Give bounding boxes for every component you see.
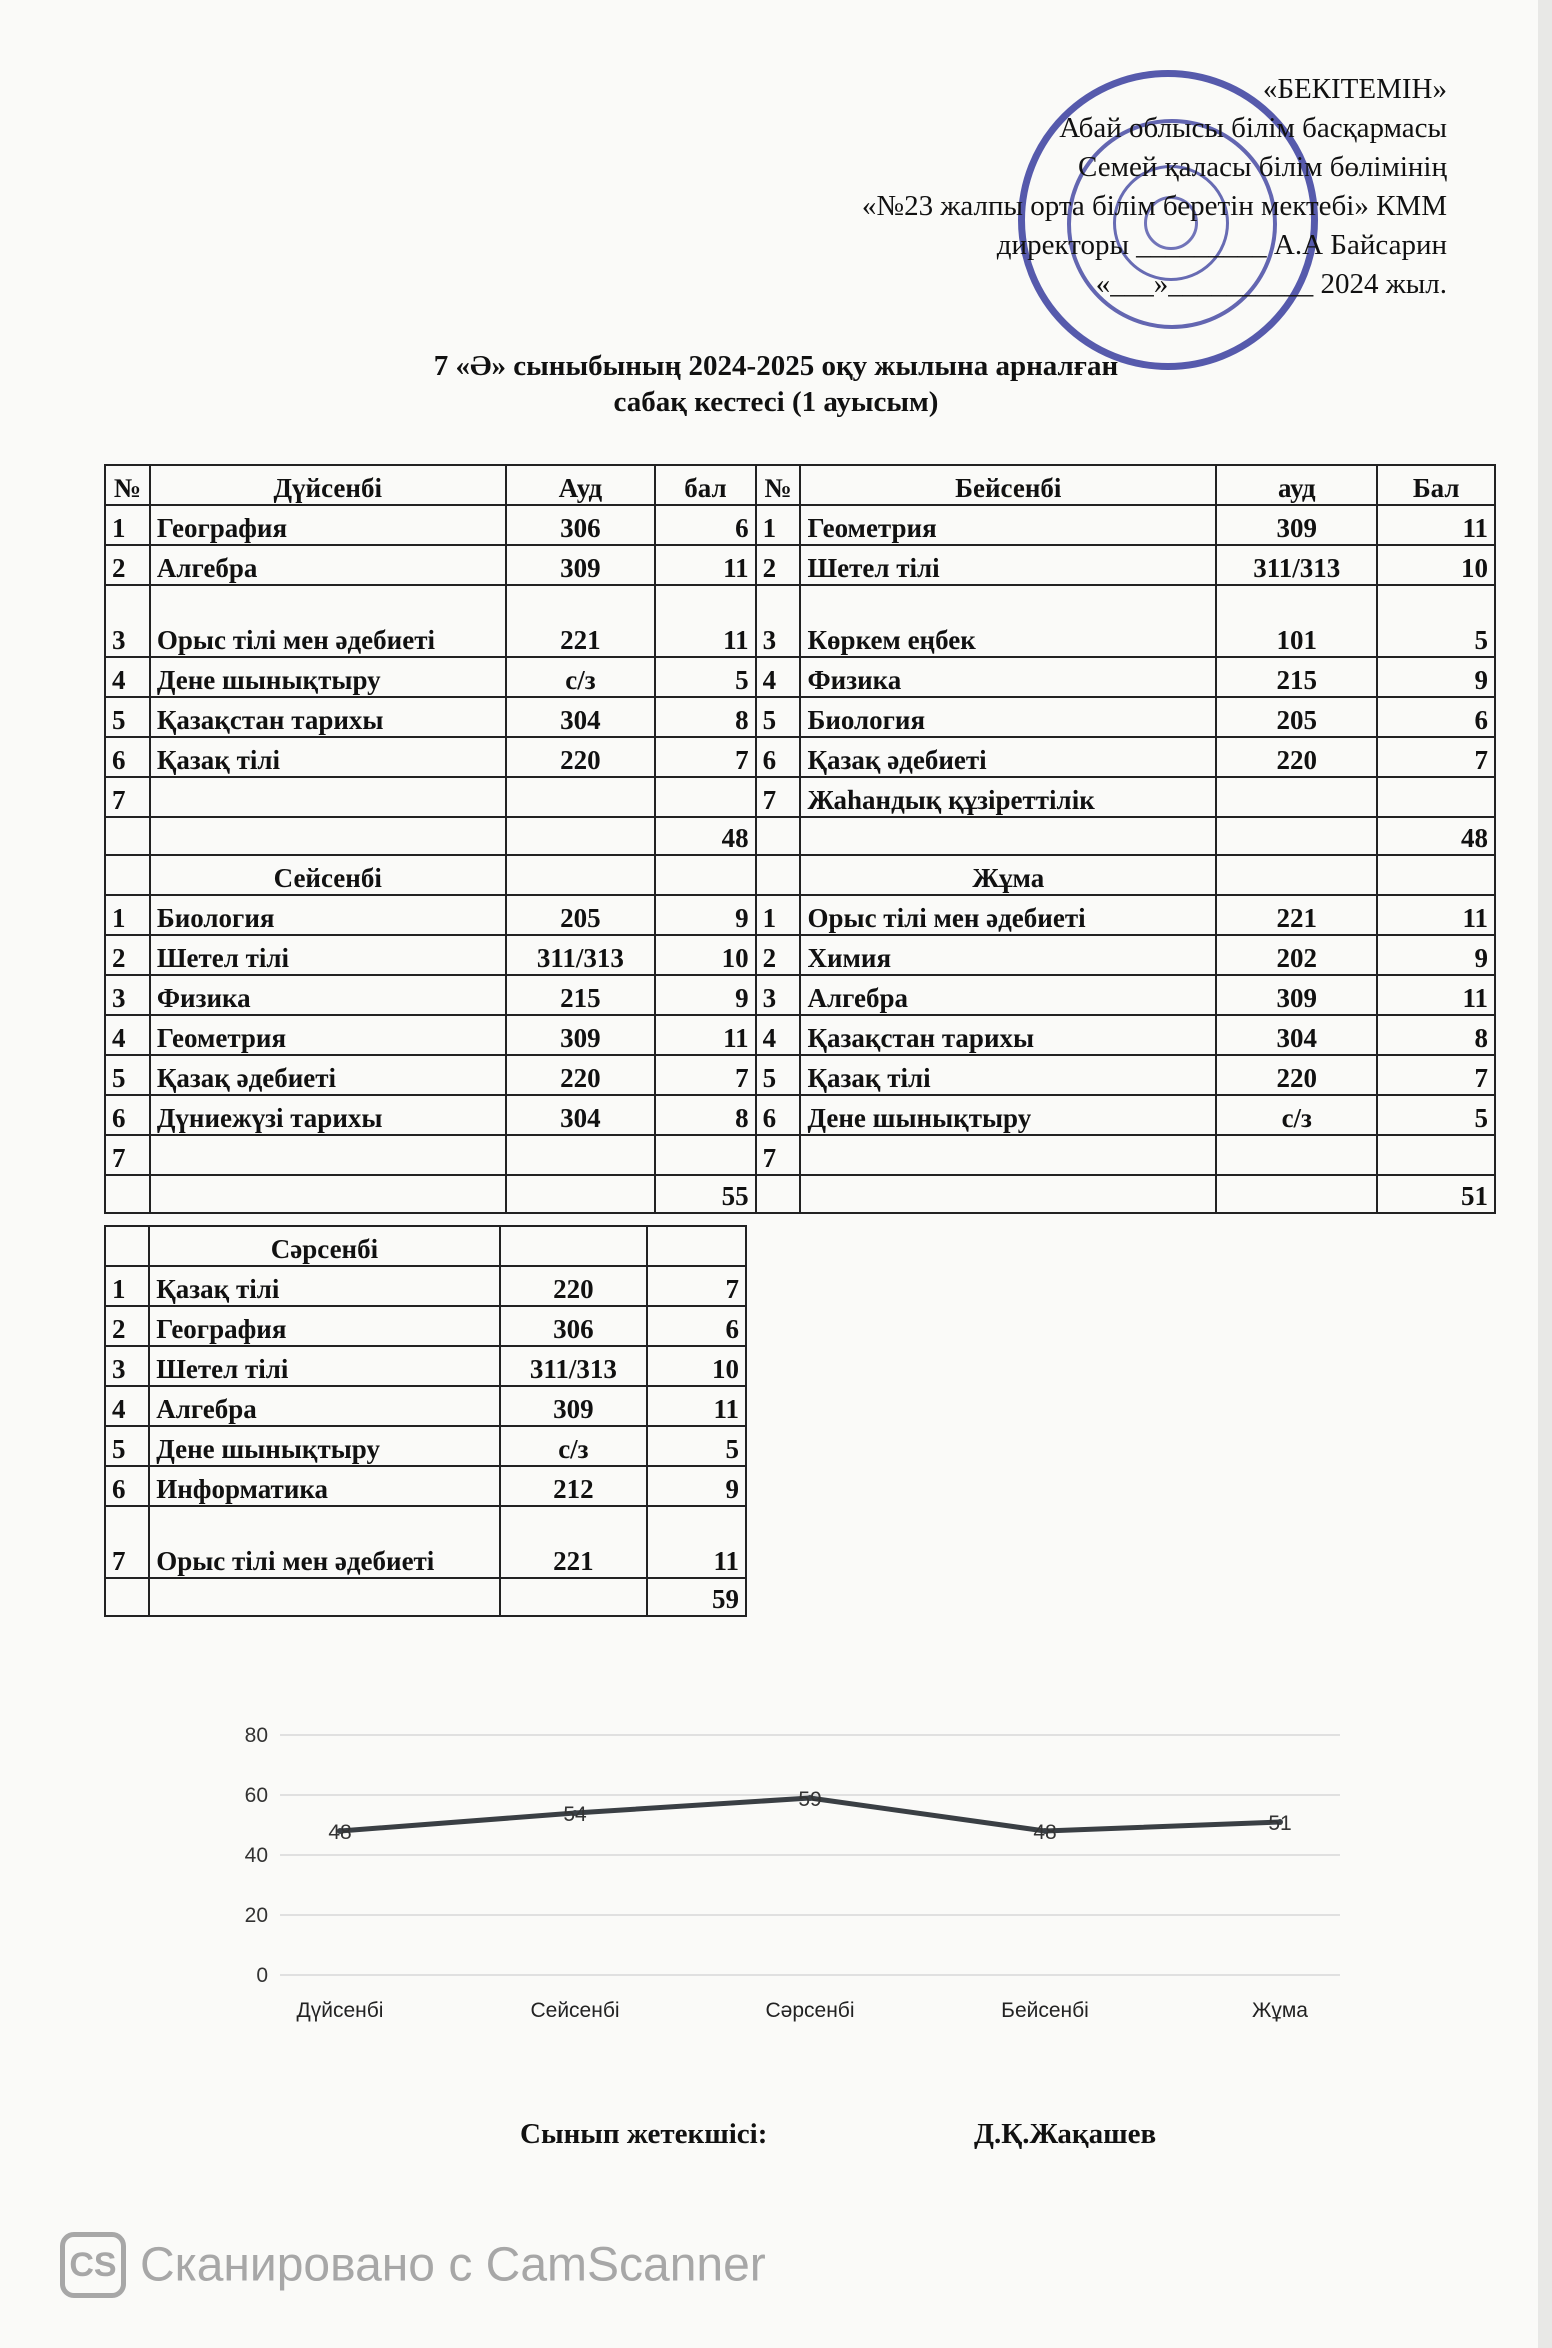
subject-name: География <box>149 1306 499 1346</box>
lesson-points: 5 <box>647 1426 746 1466</box>
subject-name: Биология <box>150 895 506 935</box>
room-number: с/з <box>506 657 656 697</box>
lesson-points: 8 <box>1377 1015 1495 1055</box>
subject-name: Химия <box>800 935 1216 975</box>
y-tick-label: 60 <box>244 1784 268 1807</box>
header-day-thursday: Бейсенбі <box>800 465 1216 505</box>
camscanner-text: Сканировано с CamScanner <box>140 2238 766 2292</box>
header-room: Ауд <box>506 465 656 505</box>
room-number: 220 <box>1216 737 1377 777</box>
lesson-points: 9 <box>647 1466 746 1506</box>
day-title: Сейсенбі <box>150 855 506 895</box>
total-points: 48 <box>1377 817 1495 855</box>
header-number: № <box>756 465 801 505</box>
table-header-row <box>105 465 1495 505</box>
subject-name: Қазақ тілі <box>149 1266 499 1306</box>
subject-name: Физика <box>150 975 506 1015</box>
empty-cell <box>1216 855 1377 895</box>
table-row <box>105 1346 746 1386</box>
lesson-points: 5 <box>1377 585 1495 657</box>
room-number: с/з <box>1216 1095 1377 1135</box>
empty-cell <box>150 817 506 855</box>
x-tick-label: Сейсенбі <box>530 1999 620 2022</box>
lesson-number: 4 <box>105 1386 149 1426</box>
empty-cell <box>1216 1175 1377 1213</box>
room-number: 309 <box>500 1386 647 1426</box>
empty-cell <box>500 1578 647 1616</box>
signature-label: Сынып жетекшісі: <box>520 2118 768 2150</box>
approval-line: Семей қаласы білім бөлімінің <box>1078 151 1447 183</box>
empty-cell <box>105 1175 150 1213</box>
y-tick-label: 40 <box>244 1844 268 1867</box>
empty-cell <box>1216 817 1377 855</box>
total-points: 51 <box>1377 1175 1495 1213</box>
subject-name: Қазақстан тарихы <box>800 1015 1216 1055</box>
approval-line: «№23 жалпы орта білім беретін мектебі» КММ <box>861 190 1447 222</box>
room-number: 306 <box>500 1306 647 1346</box>
table-row <box>105 1015 1495 1055</box>
empty-cell <box>105 817 150 855</box>
approval-line: «БЕКІТЕМІН» <box>1262 73 1447 105</box>
header-number: № <box>105 465 150 505</box>
lesson-points: 8 <box>655 1095 755 1135</box>
room-number: 220 <box>500 1266 647 1306</box>
lesson-number: 3 <box>756 585 801 657</box>
lesson-number: 1 <box>105 505 150 545</box>
subject-name: Жаһандық құзіреттілік <box>800 777 1216 817</box>
room-number: 215 <box>1216 657 1377 697</box>
approval-line: «___»__________ 2024 жыл. <box>1095 268 1447 300</box>
room-number <box>506 777 656 817</box>
lesson-number: 5 <box>756 1055 801 1095</box>
room-number: 304 <box>506 697 656 737</box>
lesson-points: 11 <box>1377 975 1495 1015</box>
subject-name: Орыс тілі мен әдебиеті <box>149 1506 499 1578</box>
table-row <box>105 545 1495 585</box>
lesson-points: 11 <box>647 1386 746 1426</box>
lesson-number: 5 <box>105 1426 149 1466</box>
lesson-points: 7 <box>655 1055 755 1095</box>
room-number: 304 <box>1216 1015 1377 1055</box>
room-number: 220 <box>506 1055 656 1095</box>
room-number: 306 <box>506 505 656 545</box>
empty-cell <box>756 855 801 895</box>
lesson-number: 6 <box>105 1466 149 1506</box>
data-label: 54 <box>563 1803 587 1826</box>
empty-cell <box>506 817 656 855</box>
table-row <box>105 585 1495 657</box>
x-tick-label: Дүйсенбі <box>296 1999 384 2022</box>
subject-name: Қазақстан тарихы <box>150 697 506 737</box>
approval-line: Абай облысы білім басқармасы <box>1059 112 1447 144</box>
room-number: 202 <box>1216 935 1377 975</box>
subject-name: Көркем еңбек <box>800 585 1216 657</box>
lesson-points: 8 <box>655 697 755 737</box>
day-title: Жұма <box>800 855 1216 895</box>
lesson-points <box>1377 1135 1495 1175</box>
room-number: 221 <box>506 585 656 657</box>
lesson-number: 7 <box>105 1506 149 1578</box>
table-row <box>105 777 1495 817</box>
lesson-number: 5 <box>105 697 150 737</box>
lesson-number: 5 <box>756 697 801 737</box>
subject-name: Дене шынықтыру <box>150 657 506 697</box>
lesson-number: 2 <box>105 545 150 585</box>
table-row <box>105 697 1495 737</box>
lesson-points: 7 <box>1377 1055 1495 1095</box>
lesson-number: 2 <box>756 545 801 585</box>
room-number: 220 <box>506 737 656 777</box>
lesson-points: 11 <box>1377 505 1495 545</box>
table-row <box>105 1426 746 1466</box>
day-header-row <box>105 1226 746 1266</box>
subject-name: Геометрия <box>150 1015 506 1055</box>
y-tick-label: 20 <box>244 1904 268 1927</box>
lesson-points: 5 <box>1377 1095 1495 1135</box>
day-header-row <box>105 855 1495 895</box>
empty-cell <box>506 1175 656 1213</box>
subject-name: Биология <box>800 697 1216 737</box>
total-row <box>105 1175 1495 1213</box>
subject-name: Қазақ әдебиеті <box>150 1055 506 1095</box>
table-row <box>105 1266 746 1306</box>
subject-name: Алгебра <box>800 975 1216 1015</box>
room-number <box>1216 777 1377 817</box>
header-day-monday: Дүйсенбі <box>150 465 506 505</box>
lesson-number: 2 <box>756 935 801 975</box>
lesson-number: 4 <box>756 1015 801 1055</box>
approval-block <box>862 70 1447 304</box>
table-row <box>105 1386 746 1426</box>
subject-name: Дене шынықтыру <box>800 1095 1216 1135</box>
lesson-points: 11 <box>655 585 755 657</box>
room-number: 215 <box>506 975 656 1015</box>
lesson-points: 11 <box>655 545 755 585</box>
room-number <box>506 1135 656 1175</box>
total-row <box>105 1578 746 1616</box>
empty-cell <box>506 855 656 895</box>
subject-name <box>150 1135 506 1175</box>
subject-name: Геометрия <box>800 505 1216 545</box>
lesson-points: 9 <box>1377 657 1495 697</box>
empty-cell <box>105 855 150 895</box>
total-points: 48 <box>655 817 755 855</box>
lesson-points: 9 <box>655 895 755 935</box>
lesson-number: 1 <box>756 505 801 545</box>
y-tick-label: 80 <box>244 1724 268 1747</box>
lesson-number: 7 <box>105 777 150 817</box>
lesson-points: 10 <box>655 935 755 975</box>
data-label: 48 <box>328 1821 352 1844</box>
table-row <box>105 1135 1495 1175</box>
lesson-points: 11 <box>655 1015 755 1055</box>
lesson-number: 6 <box>756 1095 801 1135</box>
room-number: 220 <box>1216 1055 1377 1095</box>
subject-name: Шетел тілі <box>149 1346 499 1386</box>
table-row <box>105 895 1495 935</box>
table-row <box>105 657 1495 697</box>
lesson-points: 10 <box>647 1346 746 1386</box>
lesson-points <box>655 777 755 817</box>
schedule-table <box>104 464 1496 1214</box>
lesson-number: 1 <box>756 895 801 935</box>
room-number: 311/313 <box>1216 545 1377 585</box>
subject-name: Шетел тілі <box>150 935 506 975</box>
lesson-number: 2 <box>105 1306 149 1346</box>
lesson-number: 5 <box>105 1055 150 1095</box>
lesson-points: 7 <box>647 1266 746 1306</box>
room-number: 221 <box>1216 895 1377 935</box>
empty-cell <box>756 817 801 855</box>
document-subtitle: сабақ кестесі (1 ауысым) <box>613 386 939 418</box>
room-number: 205 <box>1216 697 1377 737</box>
total-points: 55 <box>655 1175 755 1213</box>
data-label: 48 <box>1033 1821 1057 1844</box>
lesson-points: 11 <box>647 1506 746 1578</box>
room-number: 309 <box>1216 505 1377 545</box>
header-points: бал <box>655 465 755 505</box>
table-row <box>105 1095 1495 1135</box>
total-points: 59 <box>647 1578 746 1616</box>
x-tick-label: Сәрсенбі <box>765 1999 855 2022</box>
y-tick-label: 0 <box>256 1964 268 1987</box>
room-number: 212 <box>500 1466 647 1506</box>
lesson-number: 4 <box>105 657 150 697</box>
lesson-points: 7 <box>655 737 755 777</box>
lesson-number: 4 <box>105 1015 150 1055</box>
lesson-points: 7 <box>1377 737 1495 777</box>
lesson-points: 6 <box>655 505 755 545</box>
header-room: ауд <box>1216 465 1377 505</box>
empty-cell <box>1377 855 1495 895</box>
lesson-number: 3 <box>756 975 801 1015</box>
camscanner-logo-icon: CS <box>60 2232 126 2298</box>
table-row <box>105 975 1495 1015</box>
room-number: 309 <box>1216 975 1377 1015</box>
subject-name: Шетел тілі <box>800 545 1216 585</box>
lesson-number: 2 <box>105 935 150 975</box>
data-label: 59 <box>798 1788 822 1811</box>
subject-name: Орыс тілі мен әдебиеті <box>150 585 506 657</box>
lesson-points: 11 <box>1377 895 1495 935</box>
table-row <box>105 1306 746 1346</box>
empty-cell <box>800 817 1216 855</box>
empty-cell <box>500 1226 647 1266</box>
empty-cell <box>756 1175 801 1213</box>
subject-name: Дене шынықтыру <box>149 1426 499 1466</box>
lesson-points <box>1377 777 1495 817</box>
room-number: 304 <box>506 1095 656 1135</box>
lesson-number: 1 <box>105 895 150 935</box>
lesson-points: 6 <box>647 1306 746 1346</box>
room-number: с/з <box>500 1426 647 1466</box>
subject-name <box>800 1135 1216 1175</box>
lesson-number: 4 <box>756 657 801 697</box>
x-tick-label: Жұма <box>1251 1999 1309 2022</box>
document-title: 7 «Ә» сыныбының 2024-2025 оқу жылына арналған <box>433 350 1119 382</box>
empty-cell <box>150 1175 506 1213</box>
lesson-number: 7 <box>105 1135 150 1175</box>
lesson-number: 6 <box>105 1095 150 1135</box>
signature-name: Д.Қ.Жақашев <box>974 2118 1157 2150</box>
wednesday-table <box>104 1225 747 1617</box>
lesson-number: 6 <box>105 737 150 777</box>
subject-name: Алгебра <box>149 1386 499 1426</box>
table-row <box>105 737 1495 777</box>
day-title: Сәрсенбі <box>149 1226 499 1266</box>
empty-cell <box>800 1175 1216 1213</box>
table-row <box>105 1506 746 1578</box>
subject-name: Қазақ тілі <box>150 737 506 777</box>
room-number: 311/313 <box>500 1346 647 1386</box>
room-number <box>1216 1135 1377 1175</box>
lesson-points: 9 <box>655 975 755 1015</box>
subject-name: Физика <box>800 657 1216 697</box>
room-number: 221 <box>500 1506 647 1578</box>
subject-name: Алгебра <box>150 545 506 585</box>
header-points: Бал <box>1377 465 1495 505</box>
table-row <box>105 505 1495 545</box>
lesson-points: 5 <box>655 657 755 697</box>
subject-name <box>150 777 506 817</box>
lesson-number: 1 <box>105 1266 149 1306</box>
room-number: 205 <box>506 895 656 935</box>
empty-cell <box>105 1226 149 1266</box>
empty-cell <box>655 855 755 895</box>
data-label: 51 <box>1268 1812 1292 1835</box>
room-number: 309 <box>506 545 656 585</box>
lesson-number: 7 <box>756 1135 801 1175</box>
lesson-number: 3 <box>105 975 150 1015</box>
lesson-number: 3 <box>105 1346 149 1386</box>
table-row <box>105 1055 1495 1095</box>
empty-cell <box>105 1578 149 1616</box>
lesson-number: 6 <box>756 737 801 777</box>
empty-cell <box>149 1578 499 1616</box>
lesson-points: 6 <box>1377 697 1495 737</box>
subject-name: Орыс тілі мен әдебиеті <box>800 895 1216 935</box>
daily-load-line-chart <box>220 1700 1370 2060</box>
approval-line: директоры _________ А.А Байсарин <box>996 229 1447 261</box>
lesson-number: 7 <box>756 777 801 817</box>
table-row <box>105 935 1495 975</box>
room-number: 311/313 <box>506 935 656 975</box>
room-number: 309 <box>506 1015 656 1055</box>
x-tick-label: Бейсенбі <box>1001 1999 1089 2022</box>
total-row <box>105 817 1495 855</box>
subject-name: Информатика <box>149 1466 499 1506</box>
subject-name: Дүниежүзі тарихы <box>150 1095 506 1135</box>
camscanner-watermark <box>60 2232 766 2298</box>
subject-name: Қазақ әдебиеті <box>800 737 1216 777</box>
lesson-points: 10 <box>1377 545 1495 585</box>
subject-name: География <box>150 505 506 545</box>
lesson-number: 3 <box>105 585 150 657</box>
lesson-points <box>655 1135 755 1175</box>
subject-name: Қазақ тілі <box>800 1055 1216 1095</box>
room-number: 101 <box>1216 585 1377 657</box>
lesson-points: 9 <box>1377 935 1495 975</box>
table-row <box>105 1466 746 1506</box>
empty-cell <box>647 1226 746 1266</box>
